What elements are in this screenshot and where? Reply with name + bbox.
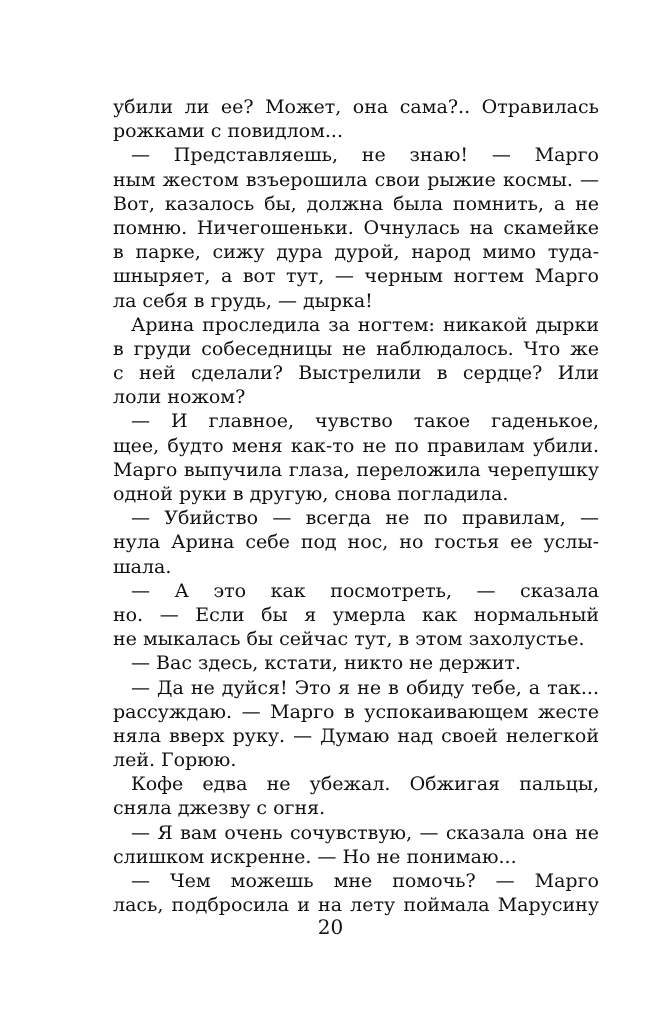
text-line: с ней сделали? Выстрелили в сердце? Или bbox=[113, 362, 599, 385]
text-line: не мыкалась бы сейчас тут, в этом захолустье. bbox=[113, 628, 585, 651]
text-line: — А это как посмотреть, — сказала bbox=[131, 579, 599, 602]
text-line: лась, подбросила и на лету поймала Марусину bbox=[113, 894, 599, 917]
text-line: — Вас здесь, кстати, никто не держит. bbox=[131, 652, 521, 675]
text-line: — Представляешь, не знаю! — Марго bbox=[131, 144, 599, 167]
text-line: убили ли ее? Может, она сама?.. Отравилась bbox=[113, 96, 599, 118]
text-line: в груди собеседницы не наблюдалось. Что же bbox=[113, 337, 599, 360]
text-line: Кофе едва не убежал. Обжигая пальцы, bbox=[131, 773, 599, 796]
text-line: помню. Ничегошеньки. Очнулась на скамейке bbox=[113, 216, 599, 239]
text-line: но. — Если бы я умерла как нормальный bbox=[113, 603, 599, 626]
text-line: няла вверх руку. — Думаю над своей нелегкой bbox=[113, 724, 599, 747]
text-line: шала. bbox=[113, 555, 172, 578]
text-line: в парке, сижу дура дурой, народ мимо туда- bbox=[113, 241, 599, 264]
page-number: 20 bbox=[317, 915, 344, 939]
text-line: — Чем можешь мне помочь? — Марго bbox=[131, 870, 599, 892]
text-line: щее, будто меня как-то не по правилам убили. bbox=[113, 434, 599, 457]
text-line: нула Арина себе под нос, но гостья ее услы- bbox=[113, 531, 599, 554]
text-line: — Я вам очень сочувствую, — сказала она не bbox=[131, 821, 599, 844]
text-line: ла себя в грудь, — дырка! bbox=[113, 289, 373, 312]
text-line: Вот, казалось бы, должна была помнить, а не bbox=[113, 192, 599, 215]
text-line: рожками с повидлом... bbox=[113, 120, 344, 143]
text-line: шныряет, а вот тут, — черным ногтем Марго bbox=[113, 265, 599, 288]
text-line: — И главное, чувство такое гаденькое, bbox=[131, 410, 599, 433]
text-line: Марго выпучила глаза, переложила черепушку bbox=[113, 458, 599, 481]
text-line: слишком искренне. — Но не понимаю... bbox=[113, 845, 517, 868]
text-line: — Убийство — всегда не по правилам, — bbox=[131, 507, 599, 530]
text-line: лоли ножом? bbox=[113, 386, 246, 409]
text-line: ным жестом взъерошила свои рыжие космы. — bbox=[113, 168, 599, 191]
text-line: сняла джезву с огня. bbox=[113, 797, 326, 820]
text-line: — Да не дуйся! Это я не в обиду тебе, а так... bbox=[131, 676, 599, 699]
text-line: рассуждаю. — Марго в успокаивающем жесте bbox=[113, 700, 599, 723]
text-line: лей. Горюю. bbox=[113, 749, 237, 772]
body-text bbox=[113, 95, 599, 917]
text-line: одной руки в другую, снова погладила. bbox=[113, 483, 509, 505]
text-line: Арина проследила за ногтем: никакой дырки bbox=[131, 313, 599, 336]
